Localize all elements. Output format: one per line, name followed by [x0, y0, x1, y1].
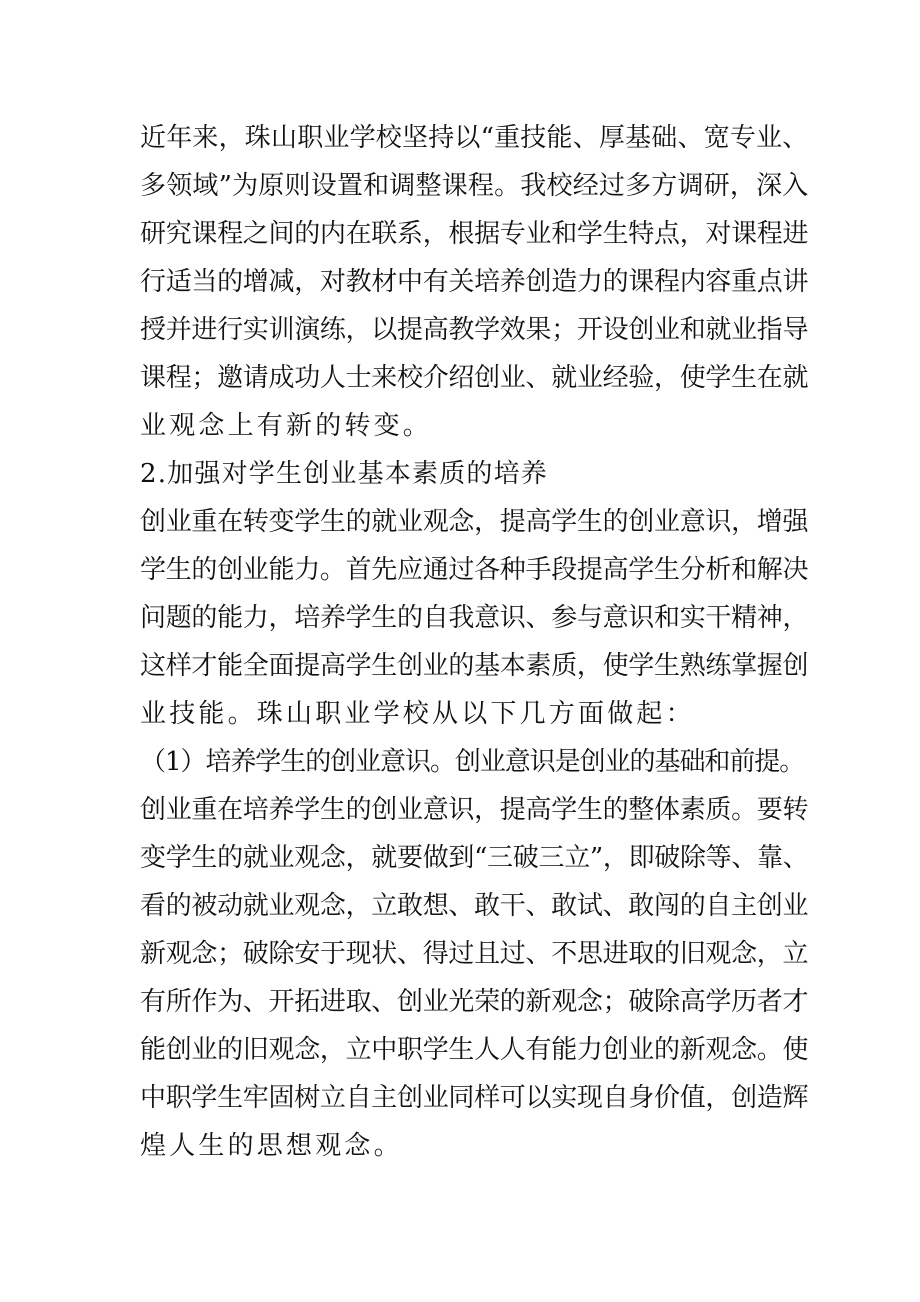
paragraph-line: 近年来，珠山职业学校坚持以“重技能、厚基础、宽专业、: [140, 123, 809, 153]
paragraph-line: 课程；邀请成功人士来校介绍创业、就业经验，使学生在就: [140, 363, 809, 393]
paragraph-line: 能创业的旧观念，立中职学生人人有能力创业的新观念。使: [140, 1035, 809, 1065]
paragraph-line: 创业重在转变学生的就业观念，提高学生的创业意识，增强: [140, 507, 809, 537]
paragraph-line: 学生的创业能力。首先应通过各种手段提高学生分析和解决: [140, 555, 809, 585]
section-heading: 2.加强对学生创业基本素质的培养: [140, 459, 549, 489]
paragraph-line: 业技能。珠山职业学校从以下几方面做起：: [140, 699, 695, 729]
paragraph-line: 研究课程之间的内在联系，根据专业和学生特点，对课程进: [140, 219, 809, 249]
paragraph-line: 有所作为、开拓进取、创业光荣的新观念；破除高学历者才: [140, 987, 809, 1017]
paragraph-line: 新观念；破除安于现状、得过且过、不思进取的旧观念，立: [140, 939, 809, 969]
paragraph-line: 业观念上有新的转变。: [140, 411, 433, 441]
document-body: [140, 114, 810, 1170]
paragraph-line: 煌人生的思想观念。: [140, 1131, 403, 1161]
paragraph-line: 这样才能全面提高学生创业的基本素质，使学生熟练掌握创: [140, 651, 809, 681]
paragraph-line: 中职学生牢固树立自主创业同样可以实现自身价值，创造辉: [140, 1083, 809, 1113]
paragraph-line: 多领域”为原则设置和调整课程。我校经过多方调研，深入: [140, 171, 809, 201]
paragraph-line: 变学生的就业观念，就要做到“三破三立”，即破除等、靠、: [140, 843, 809, 873]
paragraph-line: 授并进行实训演练，以提高教学效果；开设创业和就业指导: [140, 315, 809, 345]
paragraph-line: 问题的能力，培养学生的自我意识、参与意识和实干精神，: [140, 603, 809, 633]
paragraph-line: 创业重在培养学生的创业意识，提高学生的整体素质。要转: [140, 795, 809, 825]
paragraph-line: 行适当的增减，对教材中有关培养创造力的课程内容重点讲: [140, 267, 809, 297]
paragraph-line: 看的被动就业观念，立敢想、敢干、敢试、敢闯的自主创业: [140, 891, 809, 921]
list-item-heading: （1）培养学生的创业意识。创业意识是创业的基础和前提。: [140, 747, 805, 777]
